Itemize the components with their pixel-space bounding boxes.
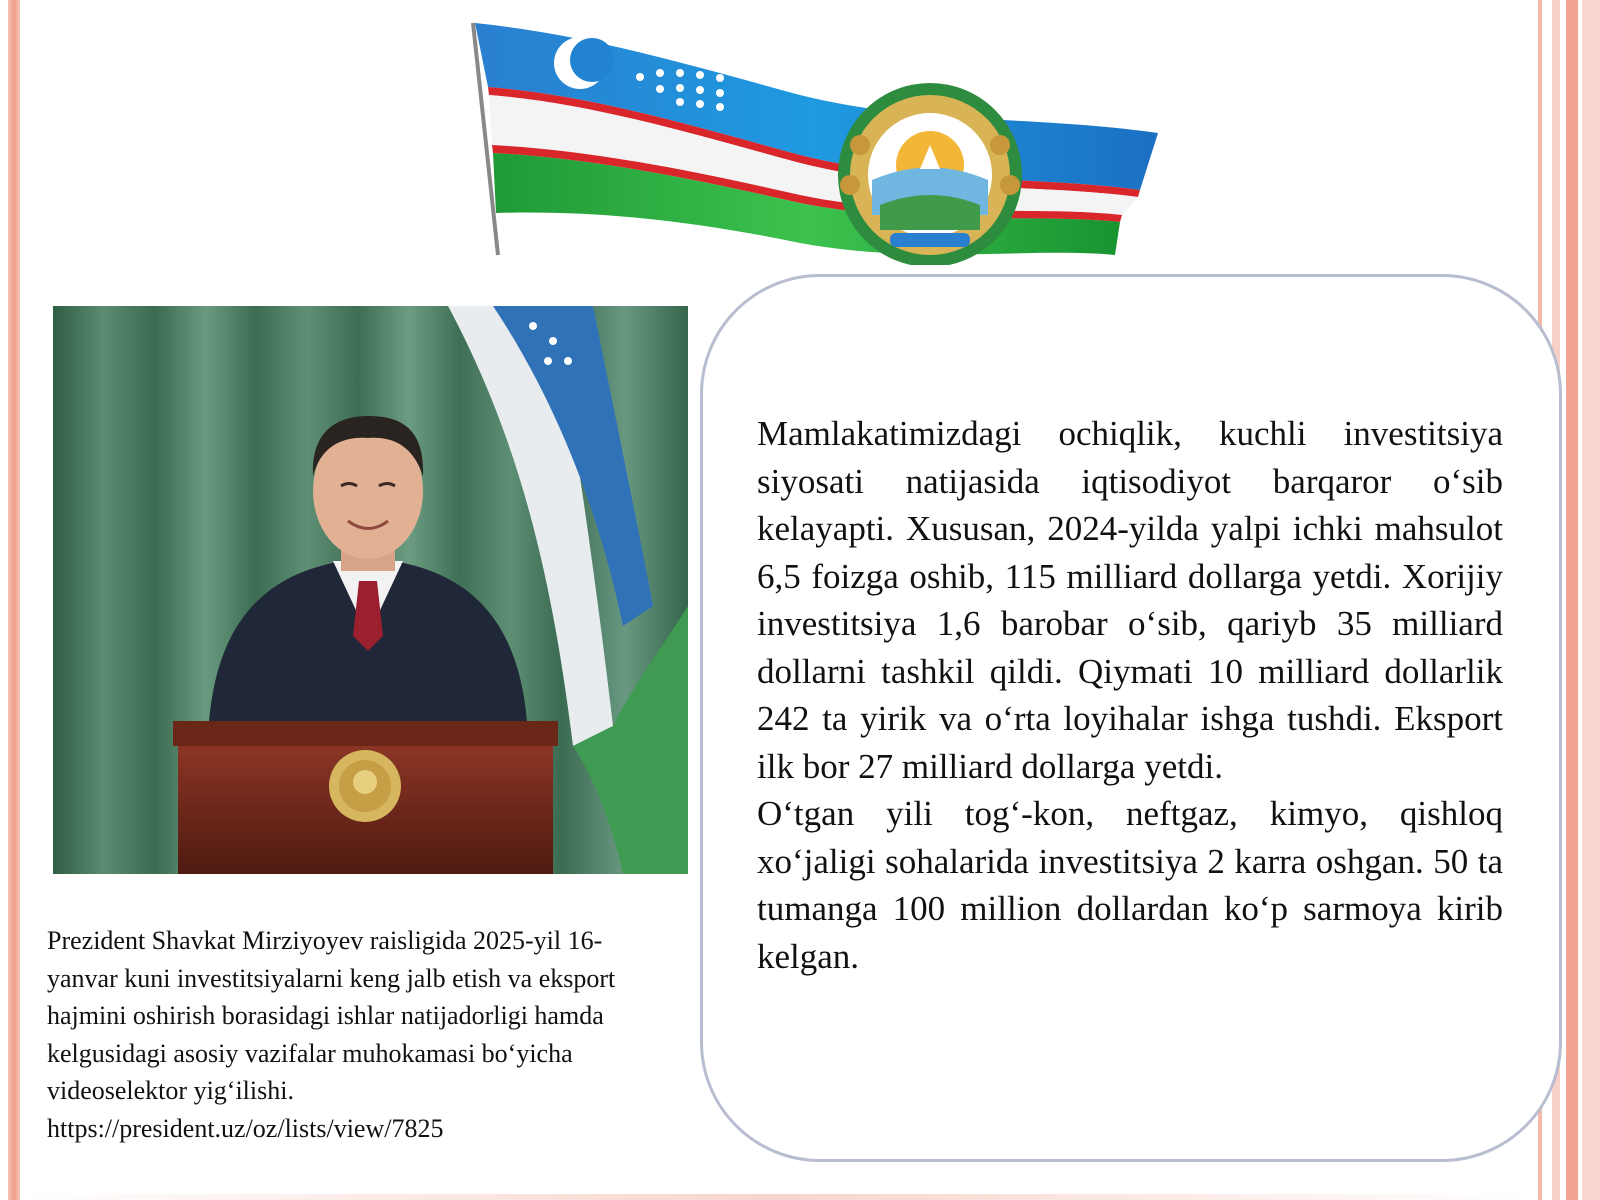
uzbekistan-flag-image [470, 15, 1160, 265]
person-at-podium-icon [53, 306, 688, 874]
photo-caption: Prezident Shavkat Mirziyoyev raisligida 2025-yil 16-yanvar kuni investitsiyalarni keng jalb etish va eksport hajmini oshirish borasidagi ishlar natijadorligi hamda kelgusidagi asosiy vazifalar muhokamasi bo‘yicha videoselektor yig‘ilishi. https://president.uz/oz/lists/view/7825 [47, 926, 616, 1143]
president-photo [53, 306, 688, 874]
bottom-border-stripe [20, 1194, 1530, 1200]
flag-icon [470, 15, 1160, 265]
left-border-stripe [8, 0, 20, 1200]
panel-paragraph-2: O‘tgan yili tog‘-kon, neftgaz, kimyo, qishloq xo‘jaligi sohalarida investitsiya 2 karra oshgan. 50 ta tumanga 100 million dollardan ko‘p sarmoya kirib kelgan. [757, 794, 1503, 976]
panel-paragraph-1: Mamlakatimizdagi ochiqlik, kuchli investitsiya siyosati natijasida iqtisodiyot barqaror o‘sib kelayapti. Xususan, 2024-yilda yalpi ichki mahsulot 6,5 foizga oshib, 115 milliard dollarga yetdi. Xorijiy investitsiya 1,6 barobar o‘sib, qariyb 35 milliard dollarni tashkil qildi. Qiymati 10 milliard dollarlik 242 ta yirik va o‘rta loyihalar ishga tushdi. Eksport ilk bor 27 milliard dollarga yetdi. [757, 414, 1503, 786]
panel-text [757, 410, 1503, 980]
